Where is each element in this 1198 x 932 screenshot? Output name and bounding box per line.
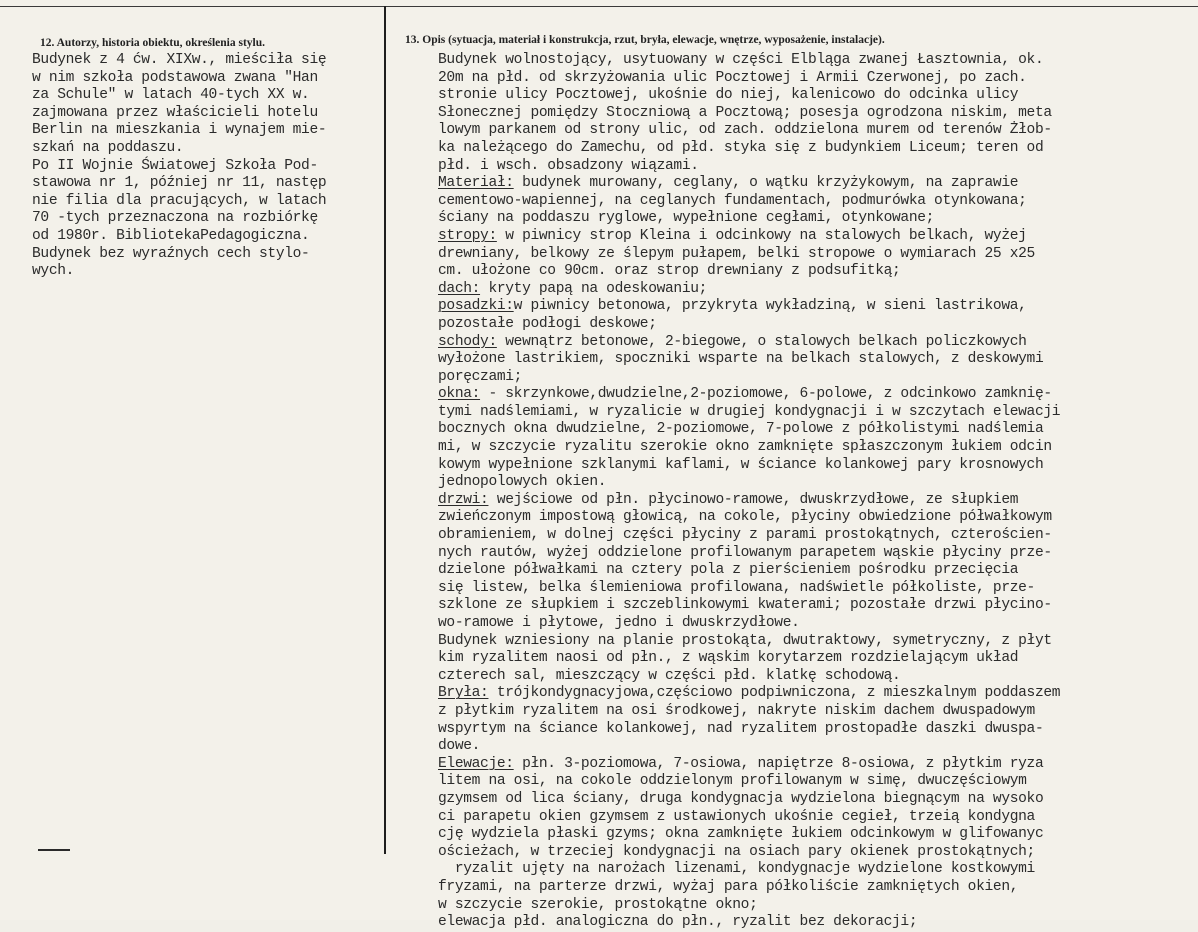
- description-text-line: [438, 439, 1196, 457]
- history-text-line: Berlin na mieszkania i wynajem mie-: [32, 122, 327, 139]
- description-text: w piwnicy strop Kleina i odcinkowy na stalowych belkach, wyżej: [496, 227, 1027, 244]
- section-heading-underlined: drzwi:: [438, 491, 489, 508]
- description-text-line: [438, 210, 1196, 228]
- description-text: lowym parkanem od strony ulic, od zach. oddzielona murem od terenów Żłob-: [438, 122, 1052, 139]
- history-text-line: Po II Wojnie Światowej Szkoła Pod-: [32, 157, 318, 174]
- description-text: dowe.: [438, 738, 481, 755]
- description-text: 20m na płd. od skrzyżowania ulic Pocztowej i Armii Czerwonej, po zach.: [438, 69, 1027, 86]
- description-text: ściany na poddaszu ryglowe, wypełnione cegłami, otynkowane;: [438, 210, 935, 227]
- history-text-line: Budynek z 4 ćw. XIXw., mieściła się: [32, 52, 327, 68]
- description-text: litem na osi, na cokole oddzielonym profilowanym w simę, dwuczęściowym: [438, 773, 1027, 790]
- description-text: kryty papą na odeskowaniu;: [480, 280, 708, 297]
- description-text: ryzalit ujęty na narożach lizenami, kondygnacje wydzielone kostkowymi: [438, 861, 1035, 878]
- description-text-line: [438, 369, 1196, 387]
- description-text: stronie ulicy Pocztowej, ukośnie do niej, kalenicowo do odcinka ulicy: [438, 87, 1019, 104]
- description-text: fryzami, na parterze drzwi, wyżaj para półkoliście zamkniętych okien,: [438, 878, 1019, 895]
- description-text: cm. ułożone co 90cm. oraz strop drewniany z podsufitką;: [438, 263, 901, 280]
- description-text: cję wydziela płaski gzyms; okna zamknięte łukiem odcinkowym w glifowanyc: [438, 826, 1044, 843]
- description-text: kim ryzalitem naosi od płn., z wąskim korytarzem rozdzielającym układ: [438, 650, 1019, 667]
- description-text-line: [438, 633, 1196, 651]
- description-text-block: [438, 52, 1196, 932]
- description-text: Budynek wzniesiony na planie prostokąta, dwutraktowy, symetryczny, z płyt: [438, 632, 1052, 649]
- description-text: dzielone półwałkami na cztery pola z pierścieniem pośrodku przecięcia: [438, 562, 1019, 579]
- description-text: ci parapetu okien gzymsem z ustawionych ukośnie cegieł, trzeią kondygna: [438, 808, 1035, 825]
- column-divider: [384, 6, 386, 854]
- section-heading-underlined: Elewacje:: [438, 755, 514, 772]
- description-text: drewniany, belkowy ze ślepym pułapem, belki stropowe o wymiarach 25 x25: [438, 245, 1035, 262]
- description-text-line: [438, 721, 1196, 739]
- description-text: w szczycie szerokie, prostokątne okno;: [438, 896, 758, 913]
- description-text: wo-ramowe i płytowe, jedno i dwuskrzydłowe.: [438, 615, 800, 631]
- description-text-line: [438, 158, 1196, 176]
- history-text-block: [32, 52, 382, 281]
- description-text: czterech sal, mieszczący w części płd. klatkę schodową.: [438, 667, 901, 684]
- description-text: mi, w szczycie ryzalitu szerokie okno zamknięte spłaszczonym łukiem odcin: [438, 439, 1052, 456]
- description-text-line: [438, 474, 1196, 492]
- description-text: pozostałe podłogi deskowe;: [438, 315, 657, 332]
- description-text-line: [438, 421, 1196, 439]
- description-text: ka należącego do Zamechu, od płd. styka się z budynkiem Liceum; teren od: [438, 139, 1044, 156]
- description-text-line: [438, 70, 1196, 88]
- description-text-line: [438, 509, 1196, 527]
- description-text-line: [438, 263, 1196, 281]
- description-text-line: [438, 809, 1196, 827]
- section-heading-underlined: okna:: [438, 386, 481, 403]
- description-text-line: [438, 193, 1196, 211]
- history-text-line: Budynek bez wyraźnych cech stylo-: [32, 245, 310, 262]
- history-text-line: wych.: [32, 263, 75, 280]
- history-text-line: nie filia dla pracujących, w latach: [32, 192, 327, 209]
- description-text: trójkondygnacyjowa,częściowo podpiwniczona, z mieszkalnym poddaszem: [488, 685, 1061, 702]
- description-text-line: [438, 861, 1196, 879]
- description-text-line: [438, 914, 1196, 932]
- description-text: - skrzynkowe,dwudzielne,2-poziomowe, 6-polowe, z odcinkowo zamknię-: [480, 386, 1052, 403]
- description-text-line: [438, 492, 1196, 510]
- description-text-line: [438, 228, 1196, 246]
- description-text-line: [438, 316, 1196, 334]
- description-text: kowym wypełnione szklanymi kaflami, w ściance kolankowej pary krosnowych: [438, 456, 1044, 473]
- description-text: budynek murowany, ceglany, o wątku krzyżykowym, na zaprawie: [513, 175, 1019, 192]
- history-text-line: szkań na poddaszu.: [32, 139, 184, 156]
- description-text-line: [438, 668, 1196, 686]
- description-text: nych rautów, wyżej oddzielone profilowanym parapetem wąskie płyciny prze-: [438, 544, 1052, 561]
- description-text-line: [438, 615, 1196, 633]
- top-border-line: [0, 6, 1198, 7]
- description-text: obramieniem, w dolnej części płyciny z parami prostokątnych, czterościen-: [438, 527, 1052, 544]
- description-text-line: [438, 140, 1196, 158]
- description-text-line: [438, 844, 1196, 862]
- history-text-line: stawowa nr 1, później nr 11, następ: [32, 175, 327, 192]
- description-text-line: [438, 298, 1196, 316]
- section-13-header: 13. Opis (sytuacja, materiał i konstrukcja, rzut, bryła, elewacje, wnętrze, wyposażenie, instalacje).: [405, 34, 885, 46]
- description-text: płd. i wsch. obsadzony wiązami.: [438, 157, 699, 174]
- description-text: ościeżach, w trzeciej kondygnacji na osiach pary okienek prostokątnych;: [438, 843, 1035, 860]
- description-text-line: [438, 457, 1196, 475]
- history-text-line: 70 -tych przeznaczona na rozbiórkę: [32, 210, 318, 227]
- description-text-line: [438, 562, 1196, 580]
- description-text: elewacja płd. analogiczna do płn., ryzalit bez dekoracji;: [438, 914, 918, 931]
- section-heading-underlined: Bryła:: [438, 685, 489, 702]
- description-text-line: [438, 826, 1196, 844]
- description-text-line: [438, 685, 1196, 703]
- description-text-line: [438, 580, 1196, 598]
- description-text-line: [438, 122, 1196, 140]
- description-text: z płytkim ryzalitem na osi środkowej, nakryte niskim dachem dwuspadowym: [438, 702, 1035, 719]
- description-text-line: [438, 791, 1196, 809]
- section-heading-underlined: Materiał:: [438, 175, 514, 192]
- short-rule-mark: [38, 849, 70, 851]
- history-text-line: od 1980r. BibliotekaPedagogiczna.: [32, 227, 310, 244]
- description-text-line: [438, 334, 1196, 352]
- description-text-line: [438, 87, 1196, 105]
- description-text-line: [438, 756, 1196, 774]
- description-text-line: [438, 703, 1196, 721]
- history-text-line: zajmowana przez właścicieli hotelu: [32, 104, 318, 121]
- history-text-line: w nim szkoła podstawowa zwana "Han: [32, 69, 318, 86]
- section-12-header: 12. Autorzy, historia obiektu, określenia stylu.: [40, 37, 266, 49]
- description-text-line: [438, 897, 1196, 915]
- description-text-line: [438, 351, 1196, 369]
- description-text-line: [438, 597, 1196, 615]
- description-text: wejściowe od płn. płycinowo-ramowe, dwuskrzydłowe, ze słupkiem: [488, 491, 1019, 508]
- description-text-line: [438, 52, 1196, 70]
- description-text-line: [438, 386, 1196, 404]
- description-text-line: [438, 281, 1196, 299]
- description-text: wspyrtym na ściance kolankowej, nad ryzalitem prostopadłe daszki dwuspa-: [438, 720, 1044, 737]
- section-heading-underlined: stropy:: [438, 227, 497, 244]
- description-text: poręczami;: [438, 368, 523, 385]
- description-text: jednopolowych okien.: [438, 474, 607, 491]
- description-text: płn. 3-poziomowa, 7-osiowa, napiętrze 8-osiowa, z płytkim ryza: [513, 755, 1044, 772]
- description-text: cementowo-wapiennej, na ceglanych fundamentach, podmurówka otynkowana;: [438, 192, 1027, 209]
- description-text-line: [438, 404, 1196, 422]
- description-text-line: [438, 650, 1196, 668]
- history-text-line: za Schule" w latach 40-tych XX w.: [32, 87, 310, 104]
- description-text: gzymsem od lica ściany, druga kondygnacja wydzielona biegnącym na wysoko: [438, 790, 1044, 807]
- description-text: zwieńczonym impostową głowicą, na cokole, płyciny obwiedzione półwałkowym: [438, 509, 1052, 526]
- description-text-line: [438, 105, 1196, 123]
- description-text: Słonecznej pomiędzy Stoczniową a Pocztową; posesja ogrodzona niskim, meta: [438, 104, 1052, 121]
- description-text: się listew, belka ślemieniowa profilowana, nadświetle półkoliste, prze-: [438, 579, 1035, 596]
- description-text-line: [438, 545, 1196, 563]
- description-text: wewnątrz betonowe, 2-biegowe, o stalowych belkach policzkowych: [496, 333, 1027, 350]
- section-heading-underlined: schody:: [438, 333, 497, 350]
- description-text-line: [438, 879, 1196, 897]
- description-text-line: [438, 246, 1196, 264]
- description-text-line: [438, 175, 1196, 193]
- description-text: tymi nadślemiami, w ryzalicie w drugiej kondygnacji i w szczytach elewacji: [438, 403, 1061, 420]
- description-text: wyłożone lastrikiem, spoczniki wsparte na belkach stalowych, z deskowymi: [438, 351, 1044, 368]
- description-text-line: [438, 773, 1196, 791]
- description-text: Budynek wolnostojący, usytuowany w części Elbląga zwanej Łasztownia, ok.: [438, 52, 1044, 68]
- description-text: szklone ze słupkiem i szczeblinkowymi kwaterami; pozostałe drzwi płycino-: [438, 597, 1052, 614]
- description-text-line: [438, 738, 1196, 756]
- section-heading-underlined: dach:: [438, 280, 481, 297]
- description-text-line: [438, 527, 1196, 545]
- description-text: w piwnicy betonowa, przykryta wykładziną, w sieni lastrikowa,: [513, 298, 1027, 315]
- section-heading-underlined: posadzki:: [438, 298, 514, 315]
- description-text: bocznych okna dwudzielne, 2-poziomowe, 7-polowe z półkolistymi nadślemia: [438, 421, 1044, 438]
